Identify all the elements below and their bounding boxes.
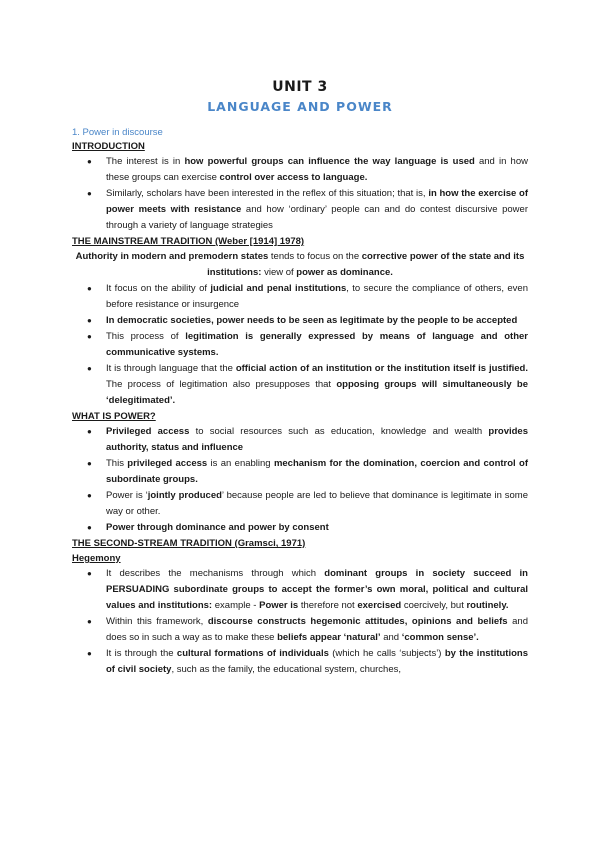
unit-title: UNIT 3	[272, 79, 328, 95]
introduction-list	[72, 154, 528, 234]
list-item: ● This privileged access is an enabling mechanism for the domination, coercion and control of subordinate groups.	[106, 456, 528, 488]
mainstream-heading: THE MAINSTREAM TRADITION (Weber [1914] 1978)	[72, 236, 305, 247]
introduction-heading: INTRODUCTION	[72, 141, 145, 152]
list-item: ● It is through language that the official action of an institution or the institution itself is justified. The process of legitimation also presupposes that opposing groups will simultaneously be ‘delegitimated’.	[106, 361, 528, 409]
list-item: ● Within this framework, discourse constructs hegemonic attitudes, opinions and beliefs and does so in such a way as to make these beliefs appear ‘natural’ and ‘common sense’.	[106, 614, 528, 646]
list-item: ● The interest is in how powerful groups can influence the way language is used and in how these groups can exercise control over access to language.	[106, 154, 528, 186]
section-heading: 1. Power in discourse	[72, 127, 163, 138]
power-list	[72, 424, 528, 536]
list-item: ● Power is ‘jointly produced’ because people are led to believe that dominance is legitimate in some way or other.	[106, 488, 528, 520]
list-item: ● It focus on the ability of judicial and penal institutions, to secure the compliance of others, even before resistance or insurgence	[106, 281, 528, 313]
list-item: ● It is through the cultural formations of individuals (which he calls ‘subjects’) by the institutions of civil society, such as the family, the educational system, churches,	[106, 646, 528, 678]
mainstream-paragraph: Authority in modern and premodern states tends to focus on the corrective power of the state and its institutions: view of power as dominance.	[75, 251, 525, 278]
list-item: ● Power through dominance and power by consent	[106, 520, 528, 536]
list-item: ● Privileged access to social resources such as education, knowledge and wealth provides authority, status and influence	[106, 424, 528, 456]
list-item: ● It describes the mechanisms through which dominant groups in society succeed in PERSUADING subordinate groups to accept the former’s own moral, political and cultural values and institutions: example - Power is therefore not exercised coercively, but routinely.	[106, 566, 528, 614]
hegemony-subheading: Hegemony	[72, 553, 121, 564]
list-item: ● Similarly, scholars have been interested in the reflex of this situation; that is, in how the exercise of power meets with resistance and how ‘ordinary’ people can and do contest discursive power through a variety of language strategies	[106, 186, 528, 234]
second-stream-heading: THE SECOND-STREAM TRADITION (Gramsci, 1971)	[72, 538, 306, 549]
list-item: ● In democratic societies, power needs to be seen as legitimate by the people to be accepted	[106, 313, 528, 329]
hegemony-list	[72, 566, 528, 678]
power-heading: WHAT IS POWER?	[72, 411, 156, 422]
unit-subtitle: LANGUAGE AND POWER	[207, 99, 393, 114]
mainstream-list	[72, 281, 528, 409]
list-item: ● This process of legitimation is generally expressed by means of language and other communicative systems.	[106, 329, 528, 361]
